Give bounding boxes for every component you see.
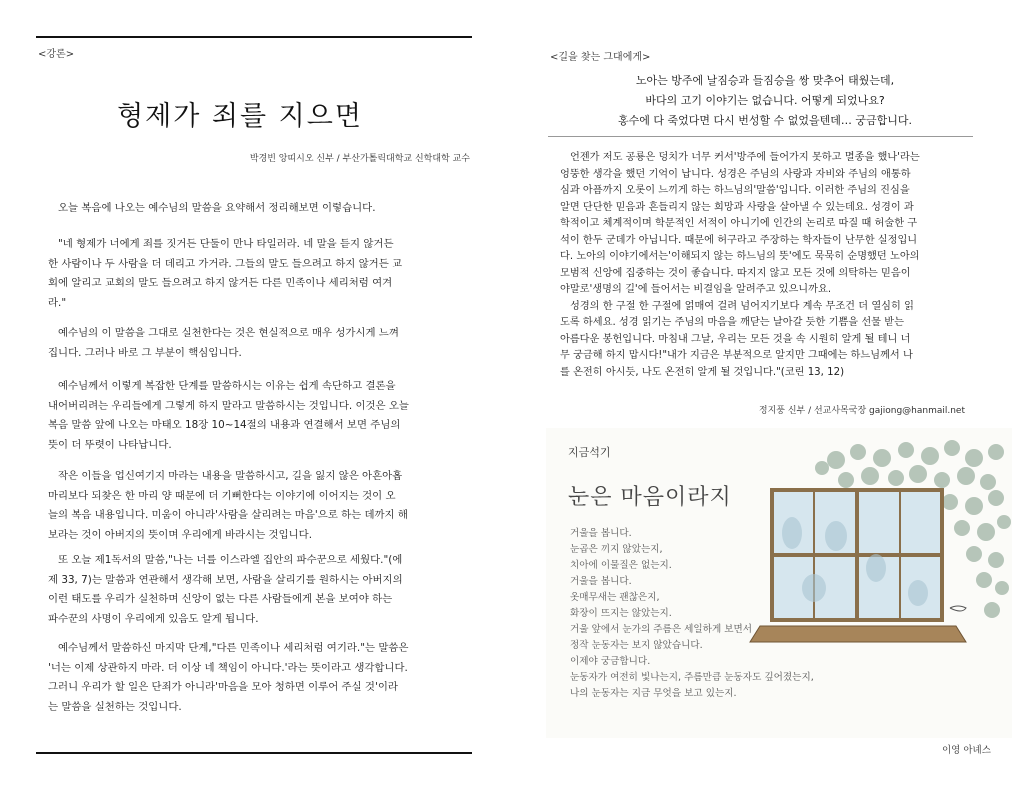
answer-line: 야말로'생명의 길'에 들어서는 비결임을 알려주고 있으니까요. [560,284,832,295]
paragraph-line: 늘의 복음 내용입니다. 미움이 아니라'사람을 살리려는 마음'으로 하는 데까지 해 [48,509,408,521]
poem-line: 이제야 궁금합니다. [570,656,651,667]
paragraph-line: 복음 말씀 앞에 나오는 마태오 18장 10~14절의 내용과 연결해서 보면 주님의 [48,419,401,431]
poem-line: 나의 눈동자는 지금 무엇을 보고 있는지. [570,688,737,699]
question-rule [548,136,973,137]
paragraph-line: "네 형제가 너에게 죄를 짓거든 단둘이 만나 타일러라. 네 말을 듣지 않거든 [58,238,394,250]
paragraph-line: 보라는 것이 아버지의 뜻이며 우리에게 바라시는 것입니다. [48,528,313,541]
answer-line: 모범적 신앙에 집중하는 것이 좋습니다. 따지지 않고 모든 것에 의탁하는 믿음이 [560,267,911,279]
paragraph-line: 예수님께서 이렇게 복잡한 단계를 말씀하시는 이유는 쉽게 속단하고 결론을 [58,380,396,392]
answer-text [560,150,972,381]
poem-title: 눈은 마음이라지 [568,485,732,510]
paragraph-line: 오늘 복음에 나오는 예수님의 말씀을 요약해서 정리해보면 이렇습니다. [58,202,376,214]
paragraph-5 [48,467,473,545]
poem-line: 거울 앞에서 눈가의 주름은 세일하게 보면서 [570,624,753,635]
answer-line: 심과 아픔까지 오롯이 느끼게 하는 하느님의'말씀'입니다. 이러한 주님의 진심을 [560,185,910,196]
author-right: 정지풍 신부 / 선교사목국장 gajiong@hanmail.net [758,406,965,416]
paragraph-4 [48,377,473,455]
paragraph-line: 예수님께서 말씀하신 마지막 단계,"다른 민족이나 세리처럼 여기라."는 말씀은 [58,642,409,654]
paragraph-line: 마리보다 되찾은 한 마리 양 때문에 더 기뻐한다는 이야기에 이어지는 것이 오 [48,489,396,502]
poem-line: 눈동자가 여전히 빛나는지, 주름만큼 눈동자도 깊어졌는지, [570,672,814,683]
paragraph-line: 파수꾼의 사명이 우리에게 있음도 알게 됩니다. [48,612,259,625]
poem-line: 거울을 봅니다. [570,528,632,539]
paragraph-2 [48,235,473,313]
poem-line: 정작 눈동자는 보지 않았습니다. [570,640,703,651]
answer-line: 엉뚱한 생각을 했던 기억이 납니다. 성경은 주님의 사랑과 자비와 주님의 애통하 [560,168,911,180]
paragraph-6 [48,551,473,629]
answer-line: 도록 하세요. 성경 읽기는 주님의 마음을 깨닫는 날아갈 듯한 기쁨을 선물 받는 [560,317,904,328]
poem-author: 이영 아녜스 [942,745,991,756]
poem-line: 눈곱은 끼지 않았는지, [570,544,663,555]
poem-illustration [546,428,1012,738]
poem-line: 화장이 뜨지는 않았는지. [570,608,672,619]
answer-line: 알면 단단한 믿음과 흔들리지 않는 희망과 사랑을 살아낼 수 있는데요. 성경이 과 [560,201,914,213]
section-tag-right: <길을 찾는 그대에게> [550,52,651,63]
poem-lines [570,526,814,702]
poem-label: 지금석기 [568,446,611,459]
question-line: 홍수에 다 죽었다면 다시 번성할 수 없었을텐데… 궁금합니다. [618,114,912,127]
paragraph-line: 한 사람이나 두 사람을 더 데리고 가거라. 그들의 말도 들으려고 하지 않거든 교 [48,257,403,270]
paragraph-1 [48,199,473,219]
top-rule-left [36,36,472,38]
paragraph-line: 작은 이들을 업신여기지 마라는 내용을 말씀하시고, 길을 잃지 않은 아흔아홉 [58,470,403,482]
question-line: 노아는 방주에 날짐승과 들짐승을 쌍 맞추어 태웠는데, [635,74,895,87]
answer-line: 학적이고 체계적이며 학문적인 서적이 아니기에 인간의 논리로 따질 때 허술한 구 [560,218,918,229]
paragraph-line: 회에 알리고 교회의 말도 들으려고 하지 않거든 다른 민족이나 세리처럼 여겨 [48,277,393,289]
paragraph-line: 집니다. 그러나 바로 그 부분이 핵심입니다. [48,346,242,359]
paragraph-line: 라." [48,296,67,309]
paragraph-line: 내어버리려는 우리들에게 그렇게 하지 말라고 말씀하시는 것입니다. 이것은 오늘 [48,399,409,412]
paragraph-7 [48,639,473,717]
section-tag-left: <강론> [38,49,75,60]
answer-line: 성경의 한 구절 한 구절에 얽매여 걸려 넘어지기보다 계속 무조건 더 열심히 읽 [570,300,914,312]
byline: 박경빈 앙띠시오 신부 / 부산가톨릭대학교 신학대학 교수 [249,154,470,164]
answer-line: 를 온전히 아시듯, 나도 온전히 알게 될 것입니다."(코린 13, 12) [560,366,845,378]
poem-line: 옷매무새는 괜찮은지, [570,592,660,603]
paragraph-line: 이런 태도를 우리가 실천하며 신앙이 없는 다른 사람들에게 본을 보여야 하는 [48,593,393,605]
paragraph-line: 예수님의 이 말씀을 그대로 실천한다는 것은 현실적으로 매우 성가시게 느껴 [58,327,399,339]
paragraph-line: '너는 이제 상관하지 마라. 더 이상 네 책임이 아니다.'라는 뜻이라고 생각합니다. [48,661,408,674]
poem-line: 치아에 이물질은 없는지. [570,560,672,571]
paragraph-line: 제 33, 7)는 말씀과 연관해서 생각해 보면, 사람을 살리기를 원하시는 아버지의 [48,573,403,586]
paragraph-3 [48,324,473,363]
article-title: 형제가 죄를 지으면 [117,101,363,132]
answer-line: 언젠가 저도 공룡은 덩치가 너무 커서'방주에 들어가지 못하고 멸종을 했나'라는 [570,152,920,163]
bottom-rule-left [36,752,472,754]
paragraph-line: 는 말씀을 실천하는 것입니다. [48,700,182,713]
answer-line: 아름다운 봉헌입니다. 마침내 그날, 우리는 모든 것을 속 시원히 알게 될 테니 너 [560,333,911,345]
answer-line: 석이 한두 군데가 아닙니다. 때문에 허구라고 주장하는 학자들이 난무한 실정입니 [560,234,918,246]
answer-line: 무 궁금해 하지 맙시다!"내가 지금은 부분적으로 알지만 그때에는 하느님께서 나 [560,350,913,361]
paragraph-line: 또 오늘 제1독서의 말씀,"나는 너를 이스라엘 집안의 파수꾼으로 세웠다."(에 [58,554,403,566]
question-line: 바다의 고기 이야기는 없습니다. 어떻게 되었나요? [645,94,885,107]
poem-line: 거울을 봅니다. [570,576,632,587]
answer-line: 다. 노아의 이야기에서는'이해되지 않는 하느님의 뜻'에도 묵묵히 순명했던 노아의 [560,251,920,262]
question-box [560,71,970,131]
paragraph-line: 그러니 우리가 할 일은 단죄가 아니라'마음을 모아 청하면 이루어 주실 것'이라 [48,681,398,693]
paragraph-line: 뜻이 더 뚜렷이 나타납니다. [48,438,172,451]
